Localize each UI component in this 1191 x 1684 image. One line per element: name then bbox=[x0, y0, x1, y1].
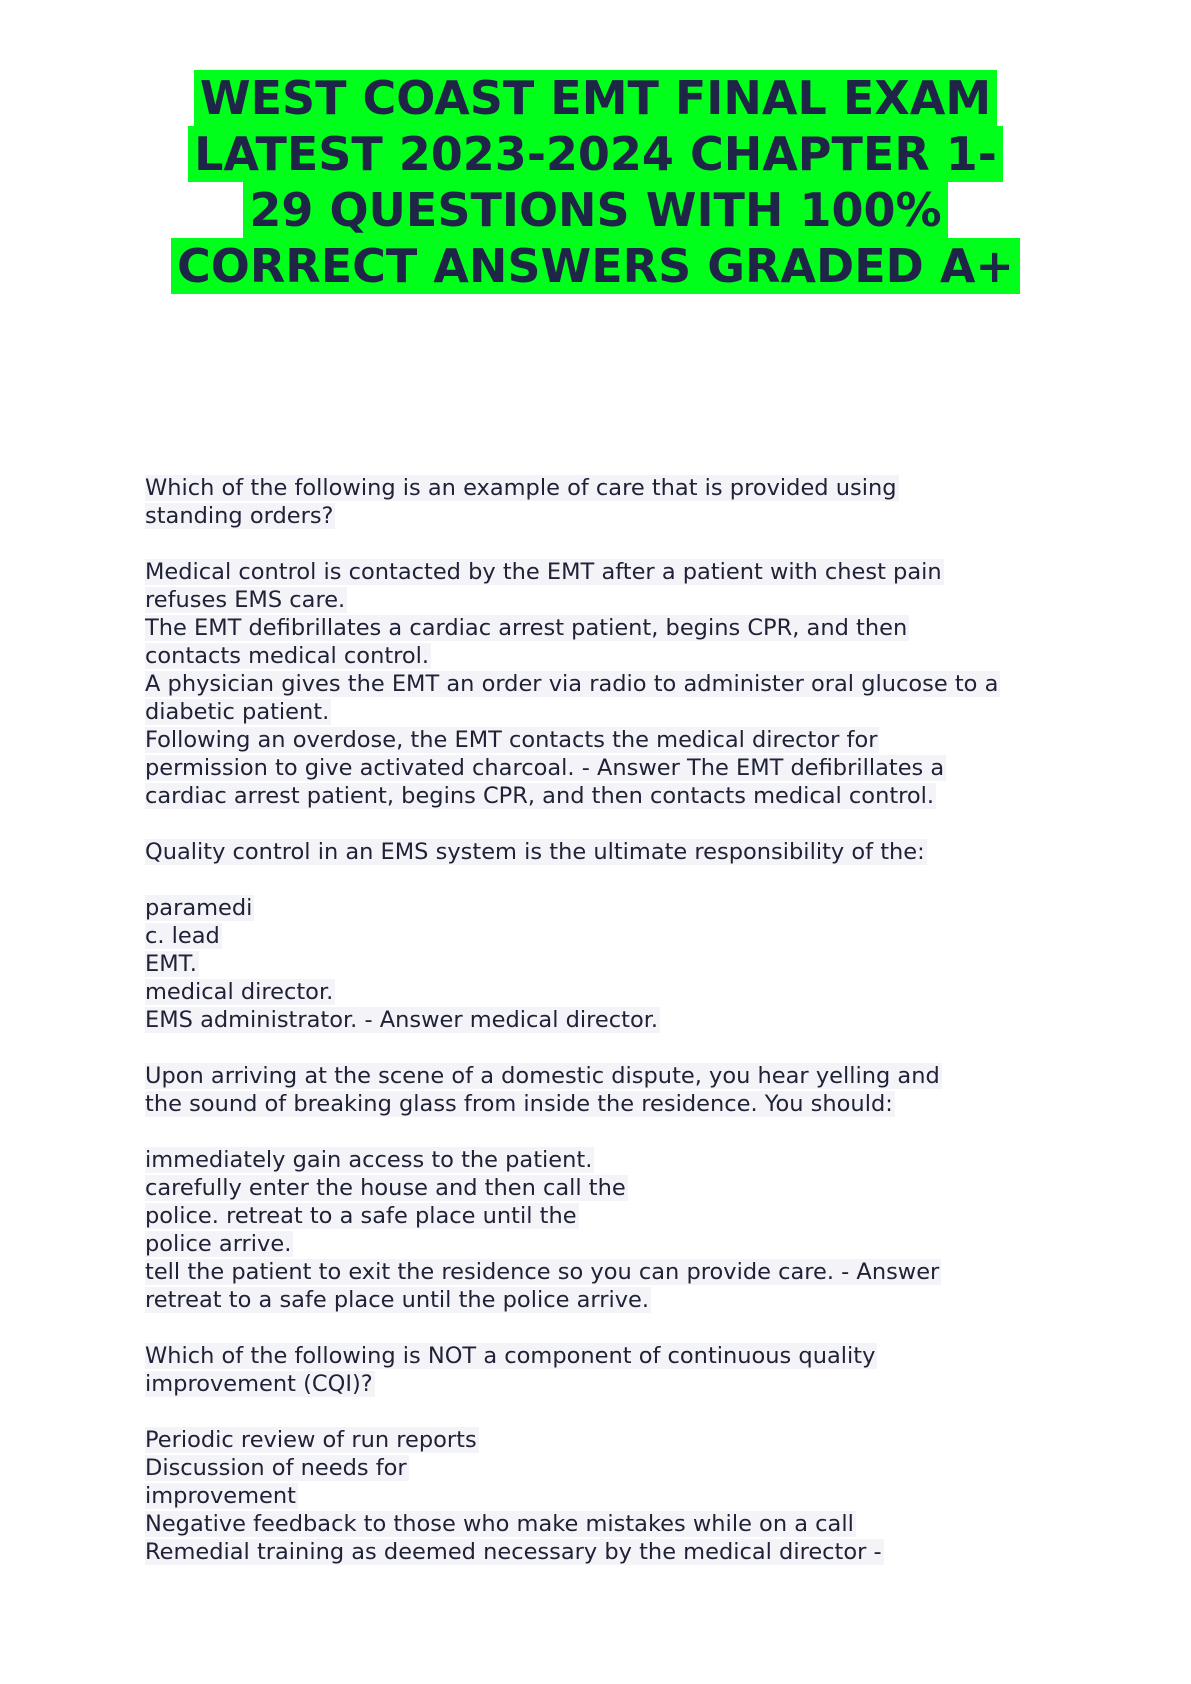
answer-option: The EMT defibrillates a cardiac arrest patient, begins CPR, and then bbox=[145, 615, 908, 641]
title-line: 29 QUESTIONS WITH 100% bbox=[243, 182, 947, 238]
answer-option: Remedial training as deemed necessary by the medical director - bbox=[145, 1539, 882, 1565]
answer-option: medical director. bbox=[145, 979, 334, 1005]
answer-option: c. lead bbox=[145, 923, 220, 949]
question-text: improvement (CQI)? bbox=[145, 1371, 373, 1397]
answer-option: Medical control is contacted by the EMT after a patient with chest pain bbox=[145, 559, 942, 585]
question-text: Which of the following is NOT a component of continuous quality bbox=[145, 1343, 876, 1369]
question-block-4 bbox=[145, 1342, 1145, 1566]
answer-option: immediately gain access to the patient. bbox=[145, 1147, 593, 1173]
question-block-3 bbox=[145, 1062, 1145, 1314]
answer-option: cardiac arrest patient, begins CPR, and then contacts medical control. bbox=[145, 783, 935, 809]
answer-option: A physician gives the EMT an order via radio to administer oral glucose to a bbox=[145, 671, 999, 697]
answer-option: paramedi bbox=[145, 895, 253, 921]
answer-option: carefully enter the house and then call the bbox=[145, 1175, 626, 1201]
answer-option: Following an overdose, the EMT contacts the medical director for bbox=[145, 727, 878, 753]
answer-option: retreat to a safe place until the police arrive. bbox=[145, 1287, 650, 1313]
answer-option: diabetic patient. bbox=[145, 699, 330, 725]
answer-option: tell the patient to exit the residence so you can provide care. - Answer bbox=[145, 1259, 940, 1285]
title-line: CORRECT ANSWERS GRADED A+ bbox=[171, 238, 1020, 294]
answer-option: contacts medical control. bbox=[145, 643, 430, 669]
answer-option: Periodic review of run reports bbox=[145, 1427, 477, 1453]
answer-option: Negative feedback to those who make mistakes while on a call bbox=[145, 1511, 854, 1537]
question-text: the sound of breaking glass from inside the residence. You should: bbox=[145, 1091, 893, 1117]
question-text: Which of the following is an example of care that is provided using bbox=[145, 475, 897, 501]
answer-option: permission to give activated charcoal. - Answer The EMT defibrillates a bbox=[145, 755, 945, 781]
answer-option: police. retreat to a safe place until the bbox=[145, 1203, 577, 1229]
question-text: Upon arriving at the scene of a domestic dispute, you hear yelling and bbox=[145, 1063, 940, 1089]
answer-option: EMS administrator. - Answer medical director. bbox=[145, 1007, 659, 1033]
title-line: WEST COAST EMT FINAL EXAM bbox=[194, 70, 997, 126]
question-block-1 bbox=[145, 474, 1145, 810]
answer-option: police arrive. bbox=[145, 1231, 292, 1257]
question-block-2 bbox=[145, 838, 1145, 1034]
question-text: standing orders? bbox=[145, 503, 334, 529]
document-title bbox=[0, 70, 1191, 294]
title-line: LATEST 2023-2024 CHAPTER 1- bbox=[188, 126, 1003, 182]
answer-option: Discussion of needs for bbox=[145, 1455, 407, 1481]
answer-option: improvement bbox=[145, 1483, 296, 1509]
question-text: Quality control in an EMS system is the ultimate responsibility of the: bbox=[145, 839, 925, 865]
answer-option: refuses EMS care. bbox=[145, 587, 346, 613]
answer-option: EMT. bbox=[145, 951, 197, 977]
document-body bbox=[145, 474, 1145, 1566]
